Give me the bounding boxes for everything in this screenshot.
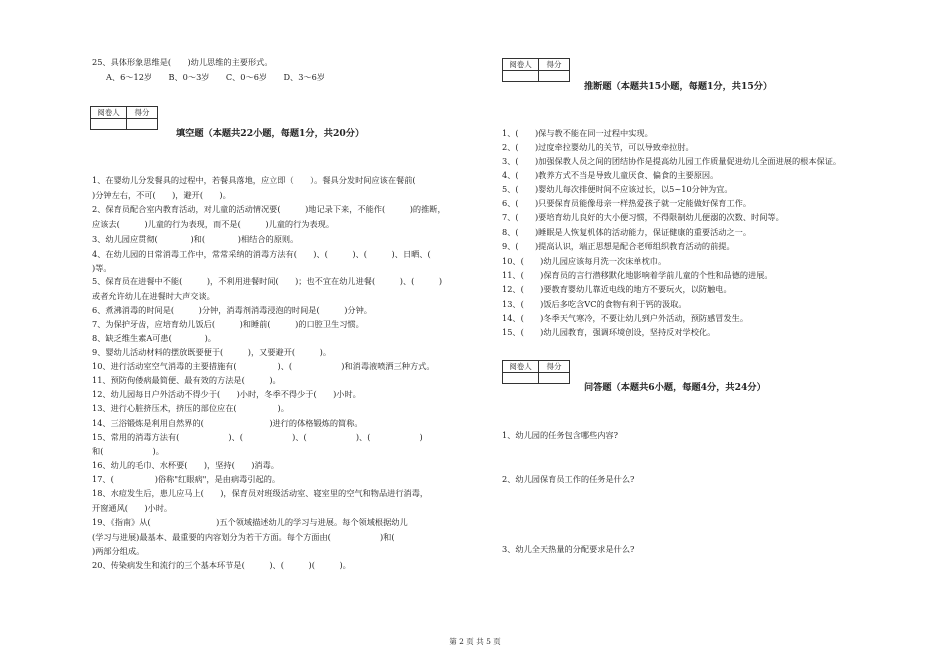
- score-cell: [539, 373, 570, 384]
- question-25: 25、具体形象思维是( )幼儿思维的主要形式。: [92, 57, 273, 67]
- fill-line: 5、保育员在进餐中不能( )，不利用进餐时间( )；也不宜在幼儿进餐( )、( ): [92, 276, 443, 286]
- fill-line: 13、进行心脏挤压术，挤压的部位应在( )。: [92, 403, 289, 413]
- reviewer-cell: [503, 71, 539, 82]
- judge-section-title: 推断题（本题共15小题，每题1分，共15分）: [584, 81, 773, 92]
- judge-item: 15、( )幼儿园教育，强调环境创设，坚持反对学校化。: [502, 327, 716, 337]
- fill-line: 20、传染病发生和流行的三个基本环节是( )、( )( )。: [92, 560, 351, 570]
- judge-item: 9、( )提高认识，端正思想是配合老师组织教育活动的前提。: [502, 241, 735, 251]
- fill-line: 14、三浴锻炼是利用自然界的( )进行的体格锻炼的简称。: [92, 418, 363, 428]
- fill-line: 12、幼儿园每日户外活动不得少于( )小时，冬季不得少于( )小时。: [92, 389, 361, 399]
- fill-line: 8、缺乏维生素A可患( )。: [92, 333, 216, 343]
- qa-item: 3、幼儿全天热量的分配要求是什么?: [502, 544, 635, 554]
- fill-line: 15、常用的消毒方法有( )、( )、( )、( ): [92, 432, 423, 442]
- fill-line: 4、在幼儿园的日常消毒工作中，常常采纳的消毒方法有( )、( )、( )、日晒、(: [92, 249, 448, 259]
- fill-line: 9、婴幼儿活动材料的摆放既要便于( )，又要避开( )。: [92, 347, 332, 357]
- score-box: [90, 106, 158, 130]
- score-label: 得分: [127, 107, 158, 119]
- score-box: [502, 360, 570, 384]
- fill-line: 和( )。: [92, 446, 164, 456]
- reviewer-label: 阅卷人: [503, 361, 539, 373]
- score-label: 得分: [539, 361, 570, 373]
- fill-line: 开窗通风( )小时。: [92, 503, 173, 513]
- judge-item: 2、( )过度牵拉婴幼儿的关节，可以导致牵拉肘。: [502, 142, 694, 152]
- reviewer-cell: [503, 373, 539, 384]
- score-cell: [539, 71, 570, 82]
- fill-line: )分钟左右，不可( )，避开( )。: [92, 190, 231, 200]
- judge-item: 7、( )要培育幼儿良好的大小便习惯，不得限制幼儿便溺的次数、时间等。: [502, 212, 784, 222]
- judge-item: 10、( )幼儿园应该每月洗一次床单枕巾。: [502, 256, 667, 266]
- fill-line: 6、煮沸消毒的时间是( )分钟，消毒剂消毒浸泡的时间是( )分钟。: [92, 305, 372, 315]
- judge-item: 4、( )教养方式不当是导致儿童厌食、偏食的主要原因。: [502, 170, 719, 180]
- qa-item: 1、幼儿园的任务包含哪些内容?: [502, 430, 619, 440]
- score-cell: [127, 119, 158, 130]
- fill-line: 7、为保护牙齿，应培育幼儿饭后( )和睡前( )的口腔卫生习惯。: [92, 319, 364, 329]
- fill-line: 19、《指南》从( )五个领域描述幼儿的学习与进展。每个领域根据幼儿: [92, 517, 408, 527]
- fill-line: )等。: [92, 263, 112, 273]
- fill-line: 11、预防佝偻病最简便、最有效的方法是( )。: [92, 375, 281, 385]
- judge-item: 5、( )婴幼儿每次排便时间不应该过长，以5~10分钟为宜。: [502, 184, 733, 194]
- fill-line: )两部分组成。: [92, 546, 145, 556]
- page-footer: 第 2 页 共 5 页: [449, 637, 501, 646]
- fill-line: 1、在婴幼儿分发餐具的过程中，若餐具落地，应立即（ ）。餐具分发时间应该在餐前(: [92, 175, 432, 185]
- fill-line: 16、幼儿的毛巾、水杯要( )，坚持( )消毒。: [92, 460, 279, 470]
- fill-line: 3、幼儿园应贯彻( )和( )相结合的原则。: [92, 234, 299, 244]
- judge-item: 8、( )睡眠是人恢复机体的活动能力，保证健康的重要活动之一。: [502, 227, 752, 237]
- fill-line: 18、水痘发生后，患儿应马上( )，保育员对班级活动室、寝室里的空气和物品进行消毒，: [92, 488, 429, 498]
- score-box: [502, 58, 570, 82]
- fill-line: (学习与进展)最基本、最重要的内容划分为若干方面。每个方面由( )和(: [92, 532, 411, 542]
- question-25-options: A、6～12岁 B、0～3岁 C、0～6岁 D、3～6岁: [106, 72, 326, 82]
- judge-item: 13、( )饭后多吃含VC的食物有利于钙的汲取。: [502, 299, 687, 309]
- qa-item: 2、幼儿园保育员工作的任务是什么?: [502, 474, 635, 484]
- judge-item: 3、( )加强保教人员之间的团结协作是提高幼儿园工作质量促进幼儿全面进展的根本保证。: [502, 156, 842, 166]
- judge-item: 12、( )要教育婴幼儿靠近电线的地方不要玩火，以防触电。: [502, 284, 732, 294]
- fill-line: 17、( )俗称"红眼病"，是由病毒引起的。: [92, 474, 281, 484]
- fill-line: 应该去( )儿童的行为表现，而不是( )儿童的行为表现。: [92, 219, 335, 229]
- judge-item: 6、( )只要保育员能像母亲一样热爱孩子就一定能做好保育工作。: [502, 198, 752, 208]
- reviewer-label: 阅卷人: [503, 59, 539, 71]
- fill-section-title: 填空题（本题共22小题，每题1分，共20分）: [176, 128, 365, 139]
- reviewer-cell: [91, 119, 127, 130]
- judge-item: 1、( )保与教不能在同一过程中实现。: [502, 128, 653, 138]
- fill-line: 2、保育员配合室内教育活动，对儿童的活动情况要( )地记录下来，不能作( )的推断，: [92, 204, 446, 214]
- score-label: 得分: [539, 59, 570, 71]
- reviewer-label: 阅卷人: [91, 107, 127, 119]
- judge-item: 14、( )冬季天气寒冷，不要让幼儿到户外活动，预防感冒发生。: [502, 313, 749, 323]
- judge-item: 11、( )保育员的言行潜移默化地影响着学前儿童的个性和品德的进展。: [502, 270, 773, 280]
- fill-line: 或者允许幼儿在进餐时大声交谈。: [92, 291, 215, 301]
- qa-section-title: 问答题（本题共6小题，每题4分，共24分）: [584, 382, 766, 393]
- fill-line: 10、进行活动室空气消毒的主要措施有( )、( )和消毒液喷洒三种方式。: [92, 361, 435, 371]
